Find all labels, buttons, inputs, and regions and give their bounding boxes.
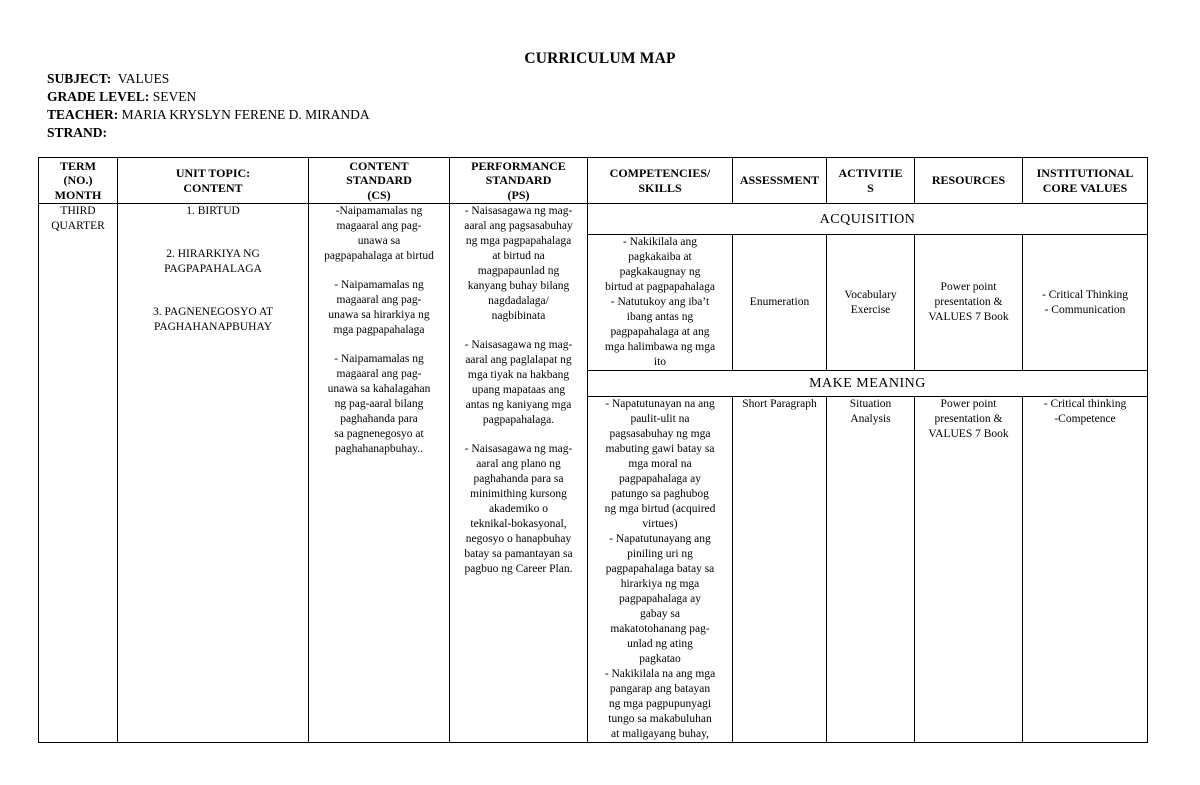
text-line: -Naipamamalas ng — [335, 205, 423, 217]
text-line: ng mga birtud (acquired — [604, 503, 716, 515]
text-line: pagkakaiba at — [628, 251, 692, 263]
grade-value: SEVEN — [152, 89, 197, 104]
text-line: paghahanda para sa — [473, 473, 564, 485]
text-line: antas ng kaniyang mga — [465, 399, 572, 411]
text-line: unawa sa hirarkiya ng — [328, 309, 430, 321]
text-line: at maligayang buhay, — [611, 728, 709, 740]
text-line: minimithing kursong — [470, 488, 567, 500]
text-line: Vocabulary — [844, 288, 897, 301]
text-line: makatotohanang pag- — [610, 623, 710, 635]
text-line: - Communication — [1044, 303, 1126, 316]
text-line: (CS) — [367, 187, 391, 202]
header-performance-standard — [450, 158, 588, 204]
text-line: S — [867, 180, 874, 195]
unit-topic-2: 2. HIRARKIYA NG — [166, 248, 260, 260]
text-line: mga moral na — [628, 458, 692, 470]
text-line: negosyo o hanapbuhay — [465, 533, 572, 545]
header-row — [39, 158, 1148, 204]
text-line: mga halimbawa ng mga — [604, 341, 716, 353]
text-line: mga tiyak na hakbang — [467, 369, 570, 381]
content-standard-cell — [309, 204, 450, 743]
text-line: - Napatutunayan na ang — [605, 398, 715, 410]
text-line: pagbuo ng Career Plan. — [464, 563, 573, 575]
text-line: paghahanda para — [340, 413, 418, 425]
text-line: aaral ang pagsasabuhay — [464, 220, 573, 232]
text-line: birtud at pagpapahalaga — [605, 281, 715, 293]
text-line: TERM — [60, 158, 96, 173]
header-activities — [827, 158, 915, 204]
text-line: Power point — [940, 398, 997, 410]
acquisition-core-values — [1023, 235, 1148, 371]
spacer — [452, 324, 585, 338]
text-line: pagpapahalaga. — [482, 414, 555, 426]
text-line: gabay sa — [640, 608, 680, 620]
strand-label: STRAND: — [47, 125, 108, 140]
text-line: Power point — [940, 281, 997, 293]
text-line: ng mga pagpupunyagi — [608, 698, 712, 710]
text-line: CONTENT — [349, 158, 409, 173]
acquisition-resources — [915, 235, 1023, 371]
text-line: - Natutukoy ang iba’t — [610, 296, 710, 308]
grade-label: GRADE LEVEL: — [47, 89, 150, 104]
make-meaning-assessment: Short Paragraph — [733, 397, 827, 743]
text-line: PAGPAPAHALAGA — [164, 263, 262, 275]
text-line: presentation & — [934, 413, 1003, 425]
text-line: - Naipamamalas ng — [334, 279, 424, 291]
spacer — [120, 291, 306, 305]
text-line: pagkakaugnay ng — [619, 266, 701, 278]
spacer — [120, 219, 306, 233]
text-line: patungo sa paghubog — [611, 488, 709, 500]
grade-row — [47, 88, 370, 106]
text-line: unlad ng ating — [627, 638, 693, 650]
curriculum-table — [38, 157, 1148, 743]
text-line: (NO.) — [63, 173, 93, 188]
text-line: pagpapahalaga at ang — [610, 326, 710, 338]
text-line: pagsasabuhay ng mga — [609, 428, 711, 440]
text-line: unawa sa kahalagahan — [327, 383, 431, 395]
text-line: - Critical Thinking — [1041, 288, 1129, 301]
text-line: paulit-ulit na — [630, 413, 690, 425]
header-content-standard — [309, 158, 450, 204]
text-line: -Competence — [1054, 413, 1116, 425]
text-line: batay sa pamantayan sa — [464, 548, 573, 560]
text-line: presentation & — [934, 296, 1003, 308]
text-line: nagdadalaga/ — [488, 295, 549, 307]
text-line: - Nakikilala na ang mga — [604, 668, 716, 680]
header-core-values — [1023, 158, 1148, 204]
text-line: (PS) — [507, 187, 530, 202]
text-line: nagbibinata — [491, 310, 546, 322]
text-line: ibang antas ng — [626, 311, 694, 323]
text-line: PERFORMANCE — [471, 158, 566, 173]
teacher-value: MARIA KRYSLYN FERENE D. MIRANDA — [121, 107, 370, 122]
text-line: - Naipamamalas ng — [334, 353, 424, 365]
text-line: pangarap ang batayan — [609, 683, 711, 695]
page-title: CURRICULUM MAP — [524, 50, 676, 67]
text-line: akademiko o — [488, 503, 549, 515]
make-meaning-resources — [915, 397, 1023, 743]
text-line: ito — [653, 356, 667, 368]
text-line: ng mga pagpapahalaga — [465, 235, 572, 247]
teacher-label: TEACHER: — [47, 107, 119, 122]
text-line: pagpapahalaga batay sa — [605, 563, 715, 575]
text-line: CORE VALUES — [1042, 180, 1128, 195]
text-line: STANDARD — [346, 173, 412, 188]
text-line: pagpapahalaga ay — [618, 593, 702, 605]
acquisition-heading: ACQUISITION — [588, 204, 1148, 235]
text-line: pagkatao — [639, 653, 681, 665]
term-cell — [39, 204, 118, 743]
text-line: unawa sa — [357, 235, 401, 247]
header-assessment: ASSESSMENT — [733, 158, 827, 204]
text-line: - Napatutunayang ang — [609, 533, 711, 545]
text-line: - Nakikilala ang — [622, 236, 698, 248]
text-line: virtues) — [642, 518, 678, 530]
text-line: Situation — [849, 398, 892, 410]
text-line: - Naisasagawa ng mag- — [464, 443, 573, 455]
text-line: - Naisasagawa ng mag- — [464, 205, 573, 217]
header-unit-topic — [118, 158, 309, 204]
header-competencies — [588, 158, 733, 204]
text-line: hirarkiya ng mga — [620, 578, 700, 590]
text-line: COMPETENCIES/ — [609, 166, 711, 180]
acquisition-competencies — [588, 235, 733, 371]
text-line: Exercise — [850, 303, 891, 316]
text-line: THIRD — [60, 205, 96, 217]
header-meta — [47, 70, 370, 142]
text-line: paghahanapbuhay.. — [334, 443, 424, 455]
text-line: sa pagnenegosyo at — [334, 428, 424, 440]
text-line: VALUES 7 Book — [928, 311, 1009, 323]
spacer — [452, 428, 585, 442]
text-line: MONTH — [54, 187, 102, 202]
unit-topic-1: 1. BIRTUD — [186, 205, 240, 217]
strand-row — [47, 124, 370, 142]
text-line: UNIT TOPIC: — [175, 166, 251, 180]
header-term — [39, 158, 118, 204]
subject-label: SUBJECT: — [47, 71, 112, 86]
unit-topic-cell — [118, 204, 309, 743]
text-line: pagpapahalaga ay — [618, 473, 702, 485]
unit-topic-3: 3. PAGNENEGOSYO AT — [152, 306, 274, 318]
spacer — [311, 338, 447, 352]
make-meaning-competencies — [588, 397, 733, 743]
text-line: tungo sa makabuluhan — [608, 713, 712, 725]
text-line: ng pag-aaral bilang — [334, 398, 424, 410]
text-line: magaaral ang pag- — [336, 368, 422, 380]
performance-standard-cell — [450, 204, 588, 743]
text-line: aaral ang paglalapat ng — [465, 354, 572, 366]
text-line: pagpapahalaga at birtud — [324, 250, 434, 262]
spacer — [311, 264, 447, 278]
text-line: ACTIVITIE — [838, 166, 903, 180]
text-line: magaaral ang pag- — [336, 220, 422, 232]
text-line: SKILLS — [638, 180, 682, 195]
subject-value: VALUES — [117, 71, 170, 86]
make-meaning-core-values — [1023, 397, 1148, 743]
acquisition-assessment: Enumeration — [733, 235, 827, 371]
text-line: VALUES 7 Book — [928, 428, 1009, 440]
text-line: QUARTER — [51, 220, 105, 232]
text-line: CONTENT — [183, 180, 243, 195]
text-line: teknikal-bokasyonal, — [470, 518, 567, 530]
text-line: aaral ang plano ng — [476, 458, 561, 470]
text-line: upang mapataas ang — [471, 384, 566, 396]
text-line: Analysis — [850, 413, 891, 425]
text-line: mabuting gawi batay sa — [605, 443, 715, 455]
spacer — [120, 233, 306, 247]
acquisition-section-row — [39, 204, 1148, 235]
text-line: mga pagpapahalaga — [333, 324, 425, 336]
text-line: - Critical thinking — [1043, 398, 1127, 410]
text-line: piniling uri ng — [627, 548, 693, 560]
spacer — [120, 277, 306, 291]
text-line: STANDARD — [485, 173, 552, 188]
subject-row — [47, 70, 370, 88]
acquisition-activities — [827, 235, 915, 371]
text-line: at birtud na — [492, 250, 545, 262]
text-line: magpapaunlad ng — [477, 265, 560, 277]
text-line: kanyang buhay bilang — [467, 280, 570, 292]
make-meaning-activities — [827, 397, 915, 743]
text-line: magaaral ang pag- — [336, 294, 422, 306]
teacher-row — [47, 106, 370, 124]
header-resources: RESOURCES — [915, 158, 1023, 204]
text-line: PAGHAHANAPBUHAY — [153, 321, 272, 333]
text-line: INSTITUTIONAL — [1036, 166, 1134, 180]
make-meaning-heading: MAKE MEANING — [588, 371, 1148, 397]
text-line: - Naisasagawa ng mag- — [464, 339, 573, 351]
